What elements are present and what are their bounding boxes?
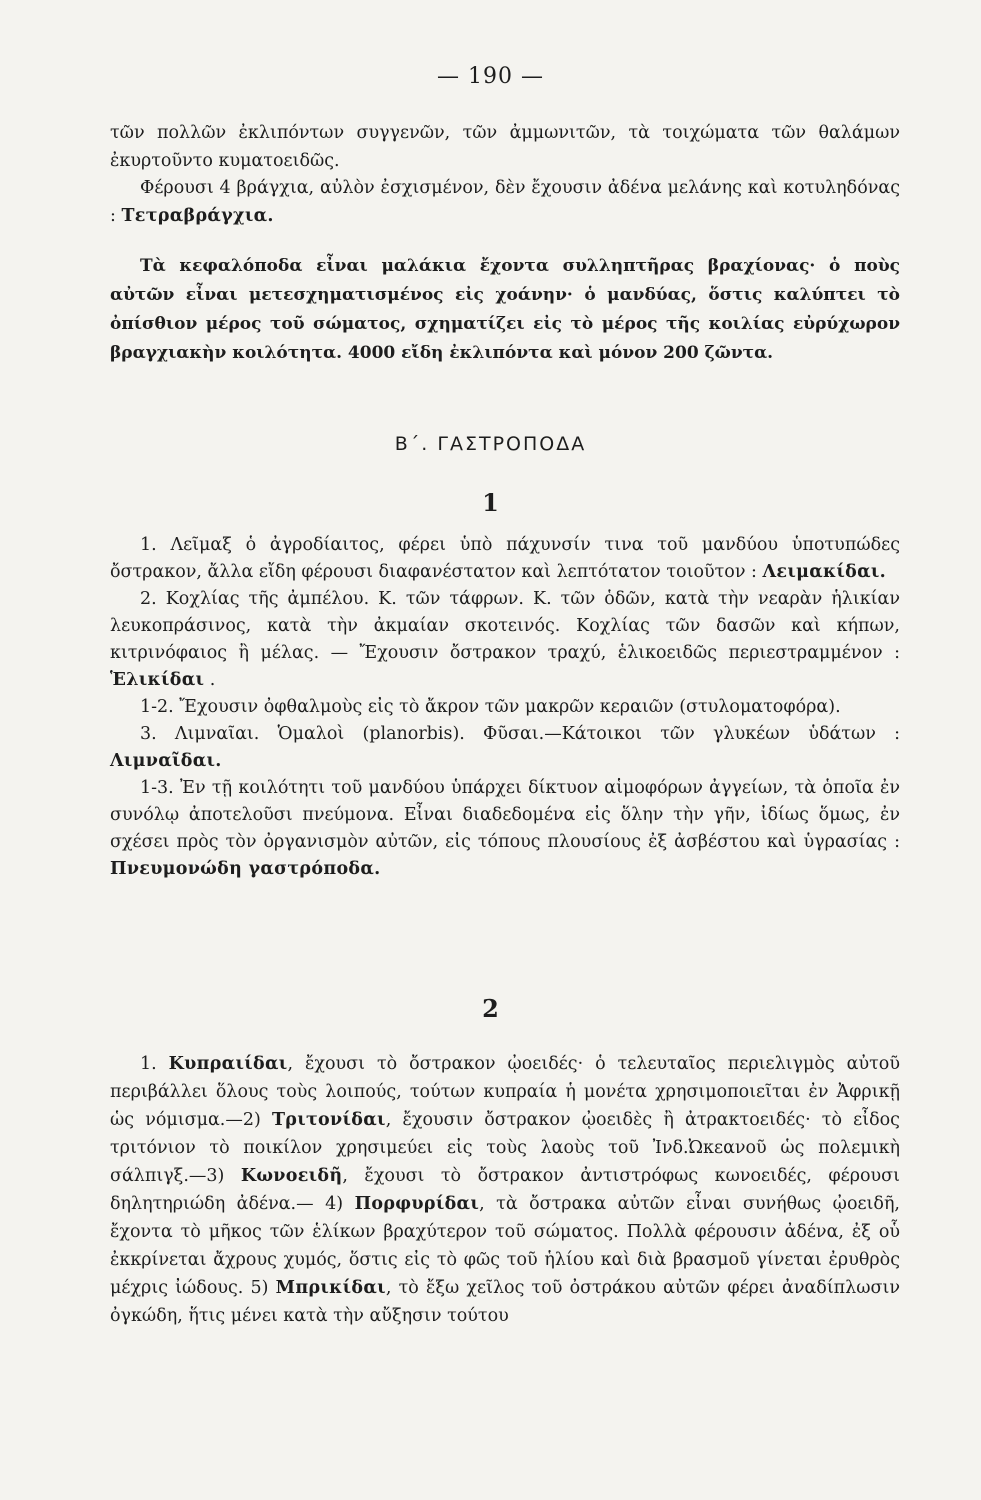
term-elikidai: Ἑλικίδαι	[110, 670, 205, 690]
paragraph-stylommatophora: 1-2. Ἔχουσιν ὀφθαλμοὺς εἰς τὸ ἄκρον τῶν μακρῶν κεραιῶν (στυλοματοφόρα).	[140, 697, 841, 717]
paragraph-limnaiai	[110, 721, 900, 775]
paragraph-text: , ἔχουσι τὸ ὄστρακον ᾠοειδές· ὁ τελευταῖος περιελιγμὸς αὐτοῦ περιβάλλει ὅλους τοὺς λοιπούς, τούτων κυπραία ἡ μονέτα χρησιμοποιεῖται ἐν Ἀφρικῇ ὡς νόμισμα.—2)	[110, 1054, 900, 1130]
paragraph-text: 1-3. Ἐν τῇ κοιλότητι τοῦ μανδύου ὑπάρχει δίκτυον αἱμοφόρων ἀγγείων, τὰ ὁποῖα ἐν συνόλῳ ἀποτελοῦσι πνεύμονα. Εἶναι διαδεδομένα εἰς ὅλην τὴν γῆν, ἰδίως ὅμως, ἐν σχέσει πρὸς τὸν ὀργανισμὸν αὐτῶν, εἰς τόπους πλουσίους ἐξ ἀσβέστου καὶ ὑγρασίας :	[110, 778, 900, 852]
paragraph-text: 3. Λιμναῖαι. Ὁμαλοὶ (planorbis). Φῦσαι.—Κάτοικοι τῶν γλυκέων ὑδάτων :	[140, 724, 900, 744]
paragraph-kochlias: 2. Κοχλίας τῆς ἀμπέλου. Κ. τῶν τάφρων. Κ. τῶν ὁδῶν, κατὰ τὴν νεαρὰν ἡλικίαν λευκοπράσινος, κατὰ τὴν ἀκμαίαν σκοτεινός. Κοχλίας τῶν δασῶν καὶ κήπων, κιτρινόφαιος ἢ μέλας. — Ἔχουσιν ὄστρακον τραχύ, ἑλικοειδῶς περιεστραμμένον : Ἑλικίδαι .	[110, 589, 900, 690]
paragraph-leimax	[110, 532, 900, 586]
term-kypraiidai: Κυπραιίδαι	[168, 1054, 288, 1074]
paragraph-tetrabranchia	[110, 175, 900, 230]
cephalopoda-continuation	[110, 120, 900, 230]
term-tritonidai: Τριτονίδαι	[271, 1110, 386, 1130]
paragraph-text: , ἔχουσι τὸ ὄστρακον ἀντιστρόφως κωνοειδές, φέρουσι δηλητηριώδη ἀδένα.— 4)	[110, 1166, 900, 1214]
paragraph-text: , τὸ ἔξω χεῖλος τοῦ ὀστράκου αὐτῶν φέρει ἀναδίπλωσιν ὀγκώδη, ἥτις μένει κατὰ τὴν αὔξησιν τούτου	[110, 1278, 900, 1326]
term-tetrabranchia: Τετραβράγχια.	[121, 205, 274, 226]
paragraph-pulmonata	[110, 775, 900, 883]
paragraph-cephalopoda: Τὰ κεφαλόποδα εἶναι μαλάκια ἔχοντα συλληπτῆρας βραχίονας· ὁ ποὺς αὐτῶν εἶναι μετεσχηματισμένος εἰς χοάνην· ὁ μανδύας, ὅστις καλύπτει τὸ ὀπίσθιον μέρος τοῦ σώματος, σχηματίζει εἰς τὸ μέρος τῆς κοιλίας εὐρύχωρον βραγχιακὴν κοιλότητα. 4000 εἴδη ἐκλιπόντα καὶ μόνον 200 ζῶντα.	[110, 256, 900, 363]
page-number: — 190 —	[437, 64, 544, 89]
term-konoeide: Κωνοειδῆ	[240, 1166, 343, 1186]
paragraph-text: 1. Λεῖμαξ ὁ ἀγροδίαιτος, φέρει ὑπὸ πάχυνσίν τινα τοῦ μανδύου ὑποτυπώδες ὄστρακον, ἄλλα εἴδη φέρουσι διαφανέστατον καὶ λεπτότατον τοιοῦτον :	[110, 535, 900, 582]
term-mprikidai: Μπρικίδαι	[275, 1278, 386, 1298]
list-marker: 1.	[140, 1054, 157, 1074]
subsection-number-2: 2	[482, 994, 499, 1023]
paragraph-ammonites: τῶν πολλῶν ἐκλιπόντων συγγενῶν, τῶν ἀμμωνιτῶν, τὰ τοιχώματα τῶν θαλάμων ἐκυρτοῦντο κυματοειδῶς.	[110, 123, 900, 171]
term-pneumonode-gastropoda: Πνευμονώδη γαστρόποδα.	[110, 859, 381, 879]
subsection-number-1: 1	[482, 488, 499, 517]
subsection-1-body	[110, 532, 900, 883]
term-leimakidai: Λειμακίδαι.	[762, 562, 887, 582]
subsection-2-body	[110, 1050, 900, 1330]
term-limnaidai: Λιμναῖδαι.	[110, 751, 222, 771]
paragraph-text: , ἔχουσιν ὄστρακον ᾠοειδὲς ἢ ἀτρακτοειδές· τὸ εἶδος τριτόνιον τὸ ποικίλον χρησιμεύει εἰς τοὺς λαοὺς τοῦ Ἰνδ.Ὠκεανοῦ ὡς πολεμικὴ σάλπιγξ.—3)	[110, 1110, 900, 1186]
paragraph-prosobranchia	[110, 1050, 900, 1330]
section-heading-gastropoda: Β΄. ΓΑΣΤΡΟΠΟΔΑ	[394, 433, 587, 455]
paragraph-text: 2. Κοχλίας τῆς ἀμπέλου. Κ. τῶν τάφρων. Κ. τῶν ὁδῶν, κατὰ τὴν νεαρὰν ἡλικίαν λευκοπράσινος, κατὰ τὴν ἀκμαίαν σκοτεινός. Κοχλίας τῶν δασῶν καὶ κήπων, κιτρινόφαιος ἢ μέλας. — Ἔχουσιν ὄστρακον τραχύ, ἑλικοειδῶς περιεστραμμένον :	[110, 589, 900, 663]
cephalopoda-summary	[110, 252, 900, 368]
paragraph-text: Φέρουσι 4 βράγχια, αὐλὸν ἐσχισμένον, δὲν ἔχουσιν ἀδένα μελάνης καὶ κοτυληδόνας :	[110, 178, 900, 226]
paragraph-text: , τὰ ὄστρακα αὐτῶν εἶναι συνήθως ᾠοειδῆ, ἔχοντα τὸ μῆκος τῶν ἑλίκων βραχύτερον τοῦ σώματος. Πολλὰ φέρουσιν ἀδένα, ἐξ οὗ ἐκκρίνεται ἄχρους χυμός, ὅστις εἰς τὸ φῶς τοῦ ἡλίου καὶ διὰ βρασμοῦ γίνεται ἐρυθρὸς μέχρις ἰώδους. 5)	[110, 1194, 900, 1298]
term-porfyridai: Πορφυρίδαι	[354, 1194, 480, 1214]
